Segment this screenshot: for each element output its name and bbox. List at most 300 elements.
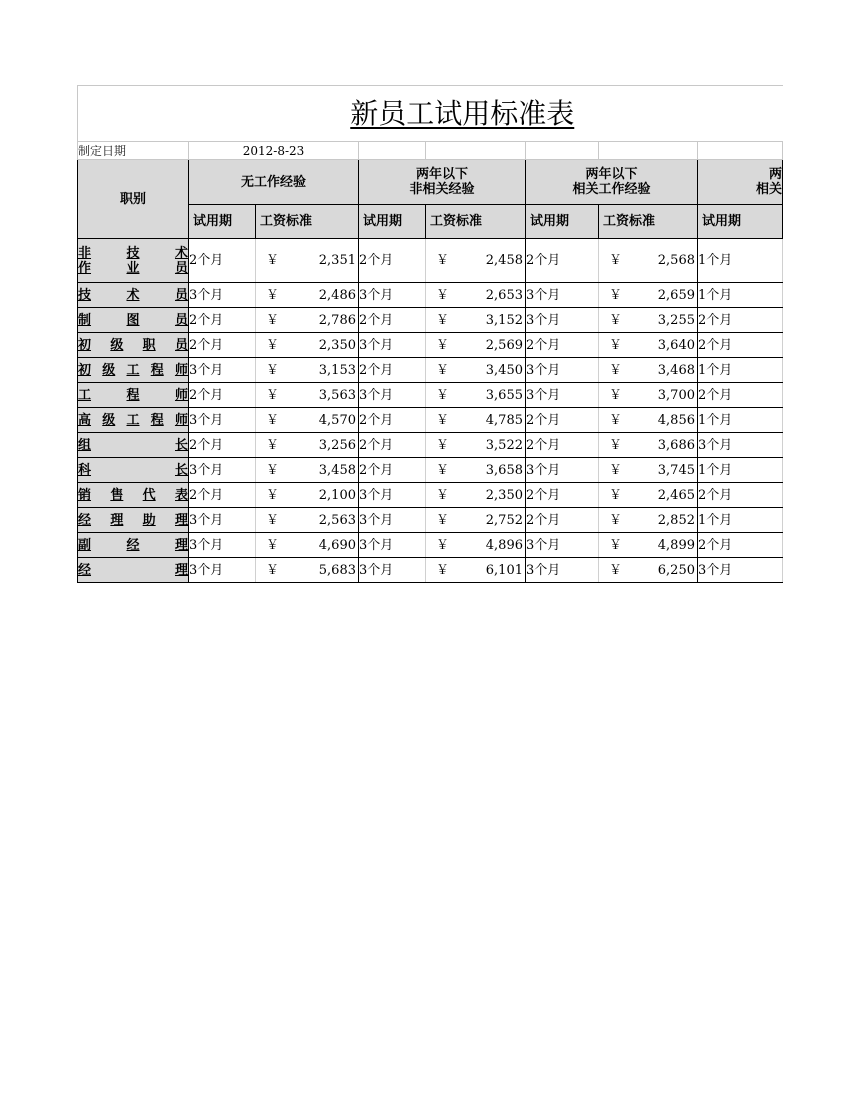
role-cell	[78, 239, 189, 283]
document-title: 新员工试用标准表	[350, 96, 575, 130]
table-row	[78, 358, 783, 383]
currency-symbol: ￥	[266, 487, 280, 503]
salary-value	[256, 538, 358, 553]
date-row	[78, 142, 783, 160]
group-header-line1: 两年以下	[415, 167, 468, 182]
period-cell: 2个月	[189, 433, 256, 458]
period-cell: 1个月	[698, 239, 783, 283]
currency-symbol: ￥	[609, 437, 623, 453]
period-cell: 2个月	[359, 308, 426, 333]
salary-amount: 4,856	[657, 412, 695, 428]
table-row	[78, 408, 783, 433]
salary-value	[599, 253, 697, 268]
role-char: 初	[78, 337, 92, 353]
salary-amount: 3,563	[318, 387, 356, 403]
role-char: 职	[142, 337, 156, 353]
currency-symbol: ￥	[436, 537, 450, 553]
salary-value	[426, 288, 525, 303]
salary-amount: 2,350	[485, 487, 523, 503]
group-header-line2: 相关工作经验	[572, 182, 651, 197]
role-char: 理	[110, 512, 124, 528]
role-char: 初	[78, 362, 92, 378]
salary-amount: 2,458	[485, 253, 523, 268]
table-row	[78, 558, 783, 583]
salary-value	[256, 253, 358, 268]
salary-cell	[256, 558, 359, 583]
salary-amount: 3,458	[318, 462, 356, 478]
salary-value	[599, 563, 697, 578]
period-cell: 2个月	[359, 239, 426, 283]
salary-value	[426, 538, 525, 553]
salary-header: 工资标准	[599, 205, 698, 239]
salary-cell	[426, 433, 526, 458]
period-cell: 2个月	[526, 408, 599, 433]
table-row	[78, 383, 783, 408]
currency-symbol: ￥	[609, 537, 623, 553]
role-char: 组	[78, 437, 92, 453]
table-row	[78, 458, 783, 483]
salary-amount: 2,786	[318, 312, 356, 328]
salary-value	[426, 513, 525, 528]
period-cell: 3个月	[359, 533, 426, 558]
salary-value	[599, 413, 697, 428]
period-cell: 2个月	[359, 358, 426, 383]
period-cell: 1个月	[698, 458, 783, 483]
period-cell: 1个月	[698, 408, 783, 433]
currency-symbol: ￥	[266, 412, 280, 428]
salary-value	[599, 363, 697, 378]
salary-cell	[256, 308, 359, 333]
role-char: 程	[150, 362, 164, 378]
role-char: 图	[126, 312, 140, 328]
role-char: 工	[126, 412, 140, 428]
date-value: 2012-8-23	[189, 142, 359, 160]
currency-symbol: ￥	[609, 387, 623, 403]
currency-symbol: ￥	[266, 537, 280, 553]
salary-cell	[599, 483, 698, 508]
role-line	[78, 261, 188, 276]
salary-value	[426, 488, 525, 503]
salary-cell	[256, 433, 359, 458]
role-char: 理	[174, 562, 188, 578]
salary-amount: 2,653	[485, 287, 523, 303]
period-cell: 3个月	[189, 358, 256, 383]
date-label: 制定日期	[78, 142, 189, 160]
currency-symbol: ￥	[609, 487, 623, 503]
spreadsheet-page	[77, 85, 783, 587]
role-char: 级	[110, 337, 124, 353]
role-cell	[78, 433, 189, 458]
salary-value	[256, 413, 358, 428]
role-char: 高	[78, 412, 92, 428]
currency-symbol: ￥	[266, 253, 280, 268]
salary-cell	[256, 239, 359, 283]
salary-cell	[256, 333, 359, 358]
role-char: 代	[142, 487, 156, 503]
role-line	[78, 438, 188, 453]
period-cell: 2个月	[526, 239, 599, 283]
role-line	[78, 488, 188, 503]
salary-cell	[426, 333, 526, 358]
salary-value	[256, 338, 358, 353]
salary-cell	[599, 558, 698, 583]
title-cell	[78, 86, 783, 142]
currency-symbol: ￥	[436, 412, 450, 428]
salary-value	[599, 313, 697, 328]
salary-cell	[599, 333, 698, 358]
salary-amount: 2,569	[485, 337, 523, 353]
salary-value	[256, 363, 358, 378]
period-cell: 3个月	[359, 558, 426, 583]
role-char: 销	[78, 487, 92, 503]
role-cell	[78, 358, 189, 383]
period-cell: 2个月	[189, 239, 256, 283]
role-cell	[78, 283, 189, 308]
salary-value	[256, 513, 358, 528]
currency-symbol: ￥	[436, 387, 450, 403]
period-cell: 2个月	[526, 433, 599, 458]
salary-value	[256, 313, 358, 328]
role-char: 制	[78, 312, 92, 328]
currency-symbol: ￥	[609, 312, 623, 328]
period-cell: 2个月	[359, 458, 426, 483]
period-cell: 3个月	[359, 283, 426, 308]
currency-symbol: ￥	[609, 512, 623, 528]
salary-cell	[256, 458, 359, 483]
period-header: 试用期	[698, 205, 783, 239]
role-char: 长	[174, 462, 188, 478]
period-cell: 3个月	[526, 358, 599, 383]
salary-header: 工资标准	[426, 205, 526, 239]
salary-value	[599, 488, 697, 503]
period-cell: 2个月	[189, 333, 256, 358]
role-char: 副	[78, 537, 92, 553]
group-header-row	[78, 160, 783, 205]
table-row	[78, 283, 783, 308]
salary-value	[599, 513, 697, 528]
role-line	[78, 563, 188, 578]
group-header-partial	[698, 160, 783, 205]
group-header-line1: 无工作经验	[240, 174, 306, 190]
table-row	[78, 308, 783, 333]
role-cell	[78, 383, 189, 408]
salary-amount: 6,250	[657, 562, 695, 578]
role-char: 员	[174, 260, 188, 276]
salary-cell	[426, 283, 526, 308]
period-cell: 3个月	[526, 458, 599, 483]
salary-value	[426, 438, 525, 453]
role-char: 级	[102, 412, 116, 428]
salary-amount: 6,101	[485, 562, 523, 578]
salary-cell	[599, 308, 698, 333]
currency-symbol: ￥	[266, 437, 280, 453]
salary-cell	[599, 408, 698, 433]
salary-value	[426, 338, 525, 353]
role-cell	[78, 458, 189, 483]
salary-cell	[256, 283, 359, 308]
salary-amount: 3,745	[657, 462, 695, 478]
salary-amount: 3,700	[657, 387, 695, 403]
currency-symbol: ￥	[436, 562, 450, 578]
period-header: 试用期	[359, 205, 426, 239]
group-header-line1: 两年以下	[585, 167, 638, 182]
currency-symbol: ￥	[436, 462, 450, 478]
role-char: 理	[174, 537, 188, 553]
salary-amount: 3,658	[485, 462, 523, 478]
salary-amount: 2,852	[657, 512, 695, 528]
role-cell	[78, 533, 189, 558]
role-char: 员	[174, 337, 188, 353]
table-row	[78, 433, 783, 458]
salary-amount: 3,468	[657, 362, 695, 378]
period-cell: 2个月	[526, 483, 599, 508]
period-cell: 3个月	[359, 483, 426, 508]
role-char: 术	[174, 245, 188, 261]
role-cell	[78, 308, 189, 333]
currency-symbol: ￥	[436, 512, 450, 528]
role-char: 业	[126, 260, 140, 276]
table-row	[78, 483, 783, 508]
currency-symbol: ￥	[436, 253, 450, 268]
group-header-line2: 非相关经验	[409, 182, 475, 197]
table-row	[78, 239, 783, 283]
role-char: 师	[174, 362, 188, 378]
role-char: 经	[78, 562, 92, 578]
salary-cell	[599, 508, 698, 533]
role-cell	[78, 558, 189, 583]
salary-cell	[426, 483, 526, 508]
salary-cell	[426, 508, 526, 533]
salary-amount: 3,522	[485, 437, 523, 453]
salary-amount: 2,351	[318, 253, 356, 268]
salary-cell	[256, 408, 359, 433]
period-cell: 3个月	[359, 508, 426, 533]
role-char: 程	[126, 387, 140, 403]
currency-symbol: ￥	[609, 337, 623, 353]
currency-symbol: ￥	[609, 412, 623, 428]
period-cell: 3个月	[189, 408, 256, 433]
currency-symbol: ￥	[436, 437, 450, 453]
salary-value	[426, 363, 525, 378]
role-char: 师	[174, 387, 188, 403]
currency-symbol: ￥	[436, 487, 450, 503]
period-cell: 2个月	[698, 533, 783, 558]
role-char: 师	[174, 412, 188, 428]
role-char: 经	[78, 512, 92, 528]
period-cell: 3个月	[526, 283, 599, 308]
salary-value	[599, 538, 697, 553]
currency-symbol: ￥	[609, 562, 623, 578]
role-char: 技	[126, 245, 140, 261]
period-cell: 3个月	[526, 533, 599, 558]
salary-cell	[256, 508, 359, 533]
salary-value	[599, 338, 697, 353]
period-cell: 3个月	[526, 308, 599, 333]
salary-cell	[426, 358, 526, 383]
salary-cell	[599, 458, 698, 483]
salary-value	[256, 488, 358, 503]
role-char: 程	[150, 412, 164, 428]
role-cell	[78, 408, 189, 433]
role-line	[78, 413, 188, 428]
salary-value	[426, 388, 525, 403]
role-line	[78, 246, 188, 261]
salary-amount: 4,899	[657, 537, 695, 553]
salary-amount: 5,683	[318, 562, 356, 578]
salary-amount: 2,350	[318, 337, 356, 353]
role-char: 助	[142, 512, 156, 528]
salary-amount: 2,486	[318, 287, 356, 303]
salary-amount: 3,640	[657, 337, 695, 353]
currency-symbol: ￥	[436, 312, 450, 328]
empty-cell	[698, 142, 783, 160]
table-row	[78, 333, 783, 358]
role-char: 工	[126, 362, 140, 378]
probation-standard-table	[77, 85, 783, 583]
currency-symbol: ￥	[266, 312, 280, 328]
salary-cell	[599, 239, 698, 283]
salary-amount: 3,152	[485, 312, 523, 328]
period-cell: 1个月	[698, 508, 783, 533]
currency-symbol: ￥	[436, 362, 450, 378]
salary-cell	[426, 458, 526, 483]
currency-symbol: ￥	[266, 387, 280, 403]
role-line	[78, 463, 188, 478]
salary-amount: 3,153	[318, 362, 356, 378]
role-char: 表	[174, 487, 188, 503]
period-cell: 3个月	[526, 383, 599, 408]
salary-amount: 4,690	[318, 537, 356, 553]
currency-symbol: ￥	[436, 287, 450, 303]
table-row	[78, 508, 783, 533]
salary-cell	[256, 383, 359, 408]
salary-value	[256, 388, 358, 403]
salary-value	[426, 313, 525, 328]
period-cell: 3个月	[698, 433, 783, 458]
salary-cell	[599, 383, 698, 408]
salary-value	[599, 438, 697, 453]
salary-value	[599, 388, 697, 403]
currency-symbol: ￥	[266, 362, 280, 378]
role-char: 售	[110, 487, 124, 503]
role-line	[78, 338, 188, 353]
period-cell: 3个月	[359, 383, 426, 408]
period-cell: 2个月	[698, 383, 783, 408]
role-char: 理	[174, 512, 188, 528]
period-cell: 2个月	[526, 508, 599, 533]
currency-symbol: ￥	[609, 362, 623, 378]
salary-amount: 4,896	[485, 537, 523, 553]
period-header: 试用期	[526, 205, 599, 239]
group-header-line2: 相关	[756, 182, 783, 197]
role-line	[78, 313, 188, 328]
currency-symbol: ￥	[436, 337, 450, 353]
salary-cell	[426, 533, 526, 558]
salary-amount: 4,785	[485, 412, 523, 428]
salary-value	[426, 413, 525, 428]
salary-cell	[256, 358, 359, 383]
title-row	[78, 86, 783, 142]
role-cell	[78, 333, 189, 358]
salary-value	[256, 288, 358, 303]
salary-cell	[599, 533, 698, 558]
salary-cell	[599, 283, 698, 308]
role-cell	[78, 483, 189, 508]
salary-cell	[426, 558, 526, 583]
salary-amount: 2,563	[318, 512, 356, 528]
role-header: 职别	[78, 160, 189, 239]
role-char: 工	[78, 387, 92, 403]
salary-value	[426, 253, 525, 268]
period-cell: 2个月	[359, 433, 426, 458]
period-cell: 2个月	[189, 308, 256, 333]
empty-cell	[526, 142, 599, 160]
period-header: 试用期	[189, 205, 256, 239]
role-char: 作	[78, 260, 92, 276]
salary-cell	[426, 239, 526, 283]
salary-amount: 3,450	[485, 362, 523, 378]
period-cell: 2个月	[526, 333, 599, 358]
role-line	[78, 538, 188, 553]
salary-value	[599, 463, 697, 478]
period-cell: 3个月	[189, 458, 256, 483]
salary-value	[426, 463, 525, 478]
salary-cell	[426, 308, 526, 333]
salary-cell	[256, 533, 359, 558]
currency-symbol: ￥	[609, 462, 623, 478]
salary-amount: 3,255	[657, 312, 695, 328]
salary-amount: 3,256	[318, 437, 356, 453]
salary-value	[256, 438, 358, 453]
role-line	[78, 513, 188, 528]
group-header-no-experience	[189, 160, 359, 205]
salary-cell	[426, 408, 526, 433]
group-header-line1: 两	[769, 167, 783, 182]
period-cell: 2个月	[359, 408, 426, 433]
role-line	[78, 388, 188, 403]
period-cell: 3个月	[189, 283, 256, 308]
currency-symbol: ￥	[266, 512, 280, 528]
salary-amount: 3,655	[485, 387, 523, 403]
salary-amount: 2,100	[318, 487, 356, 503]
salary-header: 工资标准	[256, 205, 359, 239]
period-cell: 3个月	[189, 533, 256, 558]
salary-amount: 4,570	[318, 412, 356, 428]
role-char: 技	[78, 287, 92, 303]
salary-cell	[599, 433, 698, 458]
group-header-unrelated	[359, 160, 526, 205]
period-cell: 3个月	[189, 558, 256, 583]
salary-value	[256, 463, 358, 478]
role-char: 员	[174, 312, 188, 328]
role-char: 术	[126, 287, 140, 303]
period-cell: 2个月	[698, 308, 783, 333]
role-char: 经	[126, 537, 140, 553]
period-cell: 3个月	[526, 558, 599, 583]
salary-value	[426, 563, 525, 578]
currency-symbol: ￥	[266, 287, 280, 303]
role-line	[78, 363, 188, 378]
role-char: 非	[78, 245, 92, 261]
salary-value	[599, 288, 697, 303]
currency-symbol: ￥	[609, 253, 623, 268]
group-header-related	[526, 160, 698, 205]
period-cell: 3个月	[189, 508, 256, 533]
currency-symbol: ￥	[266, 337, 280, 353]
period-cell: 1个月	[698, 283, 783, 308]
period-cell: 3个月	[698, 558, 783, 583]
period-cell: 3个月	[359, 333, 426, 358]
